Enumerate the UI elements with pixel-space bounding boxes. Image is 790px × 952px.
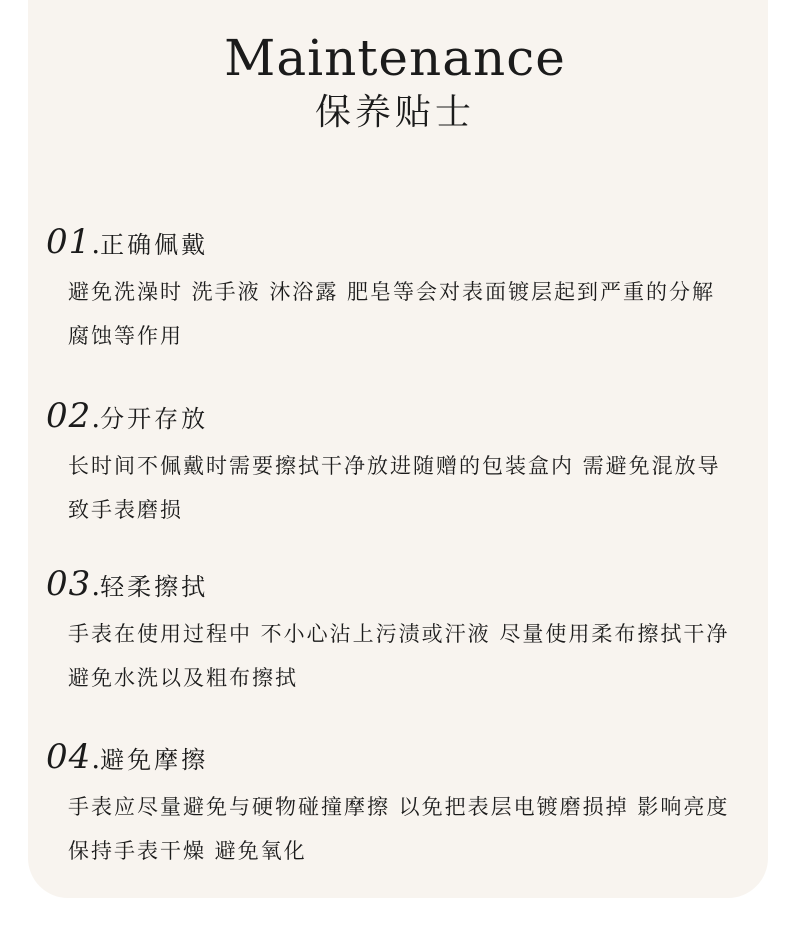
- tip-number: 03: [46, 564, 92, 604]
- tip-text: 手表在使用过程中 不小心沾上污渍或汗液 尽量使用柔布擦拭干净 避免水洗以及粗布擦拭: [68, 622, 730, 690]
- tip-number: 04: [46, 737, 92, 777]
- tip-section-3: [46, 560, 746, 700]
- tip-heading: [46, 733, 746, 781]
- tip-title: 分开存放: [100, 405, 209, 433]
- tip-section-2: [46, 392, 746, 532]
- tip-section-4: [46, 733, 746, 873]
- tip-dot: .: [91, 742, 101, 775]
- tip-text: 避免洗澡时 洗手液 沐浴露 肥皂等会对表面镀层起到严重的分解 腐蚀等作用: [68, 280, 716, 348]
- tip-number: 01: [46, 222, 92, 262]
- tip-title: 轻柔擦拭: [100, 573, 209, 601]
- tip-text: 长时间不佩戴时需要擦拭干净放进随赠的包装盒内 需避免混放导致手表磨损: [68, 454, 721, 522]
- tip-text: 手表应尽量避免与硬物碰撞摩擦 以免把表层电镀磨损掉 影响亮度 保持手表干燥 避免氧化: [68, 795, 730, 863]
- tip-title: 正确佩戴: [100, 231, 209, 259]
- page-subtitle: 保养贴士: [314, 92, 475, 133]
- tip-dot: .: [91, 227, 101, 260]
- tip-dot: .: [91, 569, 101, 602]
- tip-heading: [46, 218, 746, 266]
- tip-dot: .: [91, 401, 101, 434]
- tip-heading: [46, 560, 746, 608]
- tip-heading: [46, 392, 746, 440]
- tip-section-1: [46, 218, 746, 358]
- tip-title: 避免摩擦: [100, 746, 209, 774]
- page-title: Maintenance: [224, 29, 566, 87]
- tip-number: 02: [46, 396, 92, 436]
